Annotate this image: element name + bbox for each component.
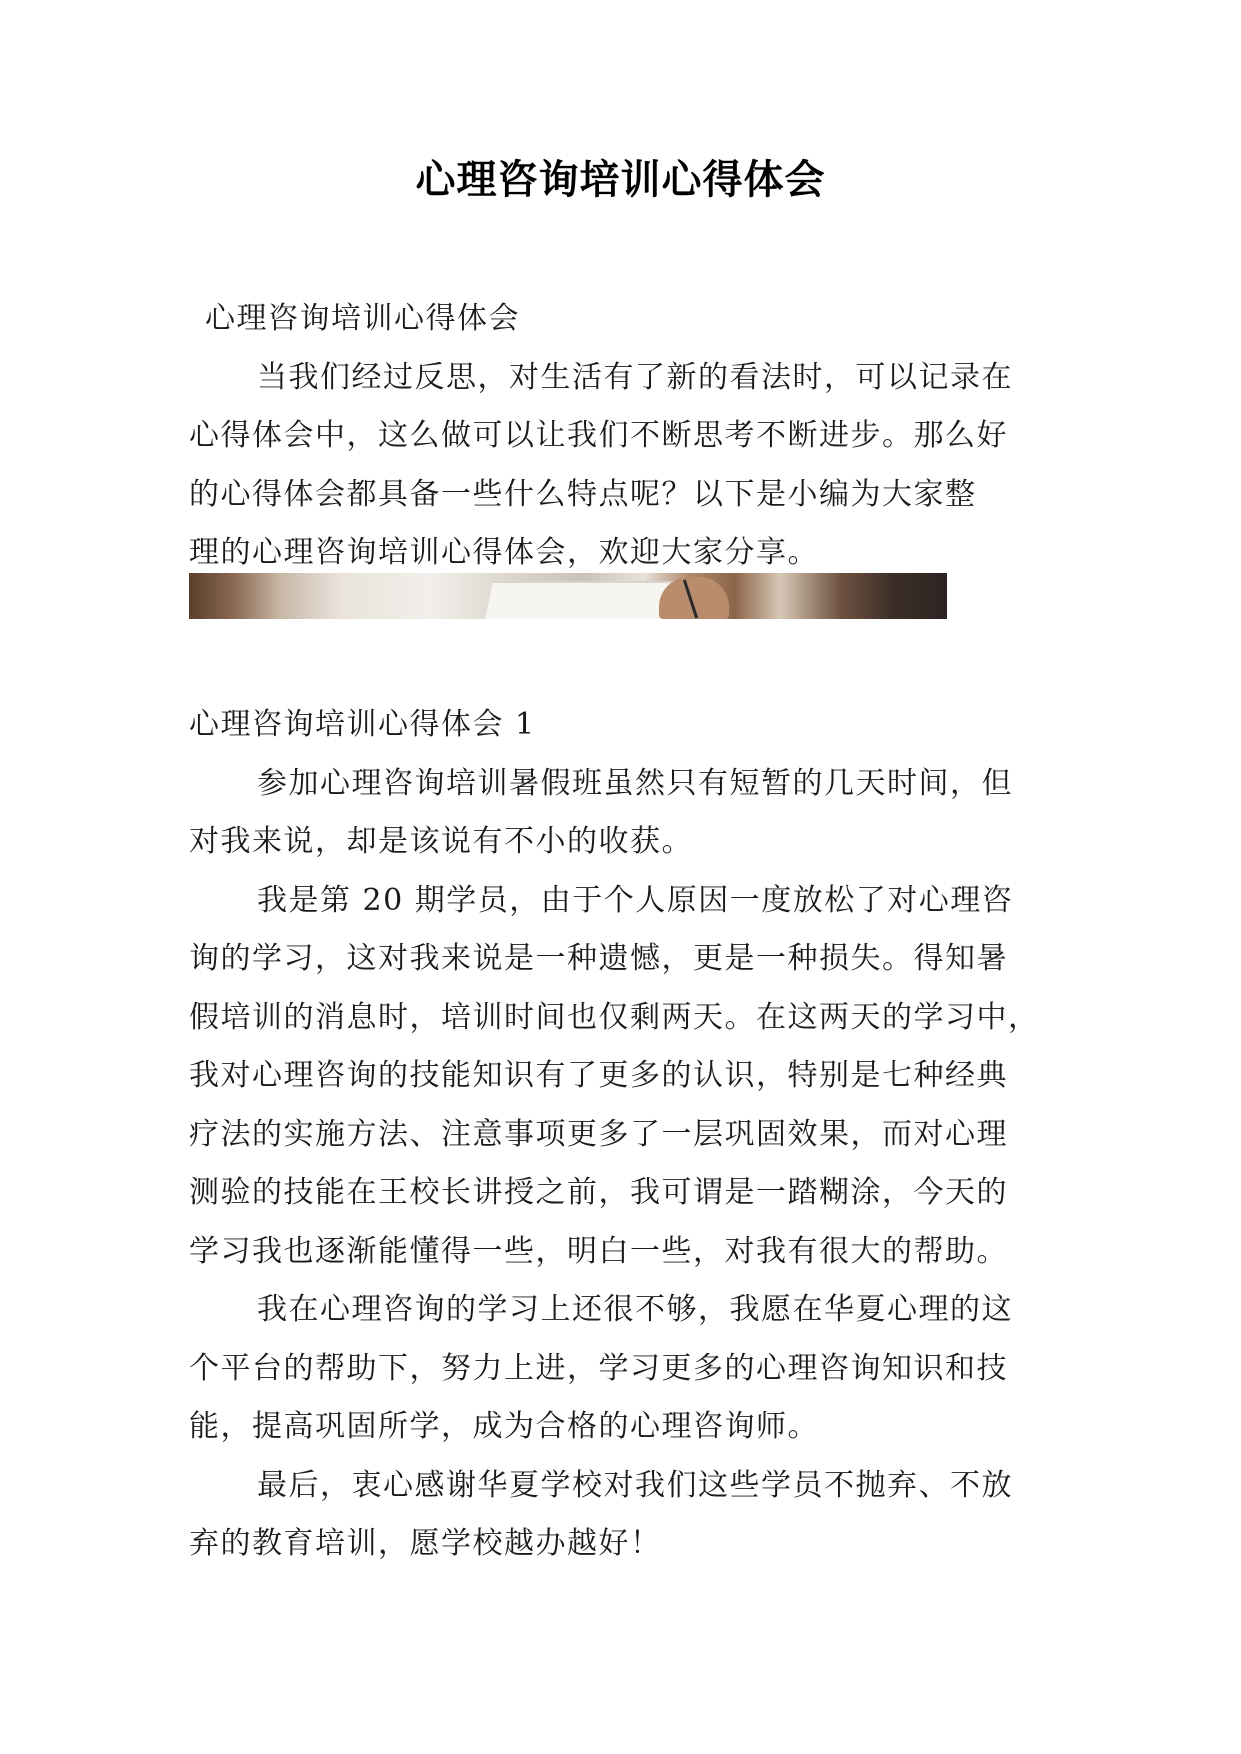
paragraph-line: 假培训的消息时，培训时间也仅剩两天。在这两天的学习中， (189, 999, 1040, 1035)
intro-line: 当我们经过反思，对生活有了新的看法时，可以记录在 (257, 359, 1013, 395)
paragraph-line: 学习我也逐渐能懂得一些，明白一些，对我有很大的帮助。 (189, 1233, 1008, 1269)
intro-line: 的心得体会都具备一些什么特点呢？以下是小编为大家整 (189, 476, 977, 512)
paragraph-line: 测验的技能在王校长讲授之前，我可谓是一踏糊涂，今天的 (189, 1175, 1008, 1210)
paragraph-line: 个平台的帮助下，努力上进，学习更多的心理咨询知识和技 (189, 1350, 1008, 1386)
paragraph-line: 能，提高巩固所学，成为合格的心理咨询师。 (189, 1409, 819, 1444)
section-1 (189, 696, 1089, 1574)
paragraph-line: 对我来说，却是该说有不小的收获。 (189, 824, 693, 859)
paragraph-line: 弃的教育培训，愿学校越办越好！ (189, 1526, 662, 1561)
intro-block (189, 290, 1049, 583)
paragraph-line: 最后，衷心感谢华夏学校对我们这些学员不抛弃、不放 (257, 1467, 1013, 1503)
paragraph-line: 参加心理咨询培训暑假班虽然只有短暂的几天时间，但 (257, 765, 1013, 801)
section-heading: 心理咨询培训心得体会 1 (189, 707, 536, 742)
intro-line: 心得体会中，这么做可以让我们不断思考不断进步。那么好 (189, 418, 1008, 453)
intro-line: 理的心理咨询培训心得体会，欢迎大家分享。 (189, 535, 819, 570)
paragraph-line: 询的学习，这对我来说是一种遗憾，更是一种损失。得知暑 (189, 941, 1008, 976)
paragraph-line: 我对心理咨询的技能知识有了更多的认识，特别是七种经典 (189, 1058, 1008, 1093)
paragraph-line: 我是第 20 期学员，由于个人原因一度放松了对心理咨 (257, 882, 1014, 918)
paragraph-line: 我在心理咨询的学习上还很不够，我愿在华夏心理的这 (257, 1292, 1013, 1327)
paragraph-line: 疗法的实施方法、注意事项更多了一层巩固效果，而对心理 (189, 1116, 1008, 1152)
illustration-photo (189, 573, 947, 619)
document-subtitle: 心理咨询培训心得体会 (205, 301, 520, 336)
document-title: 心理咨询培训心得体会 (415, 156, 826, 203)
